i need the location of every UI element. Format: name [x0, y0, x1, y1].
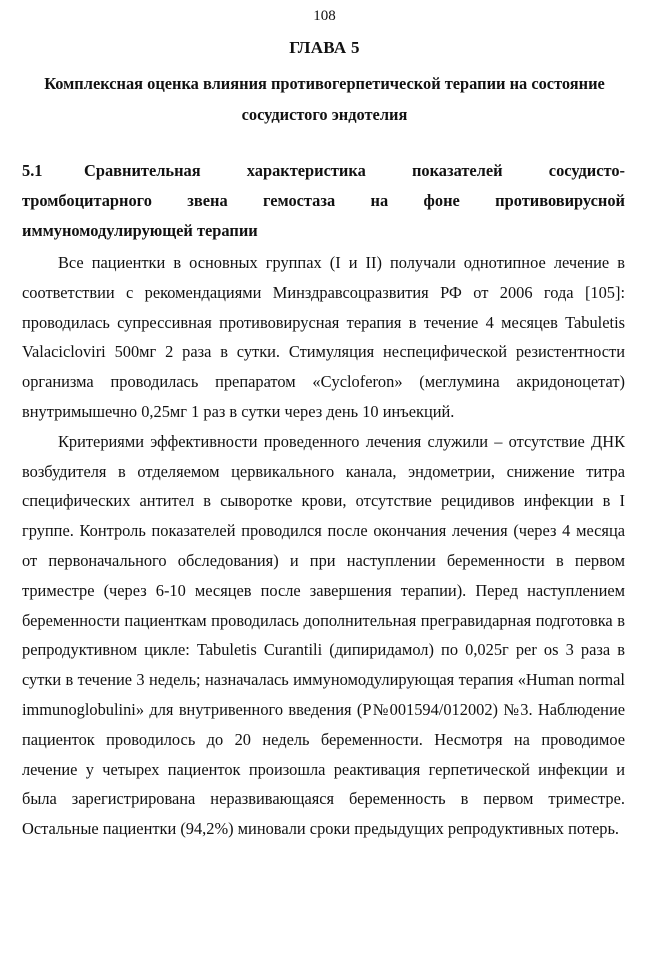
- section-heading: [22, 156, 625, 246]
- paragraph: Все пациентки в основных группах (I и II) получали однотипное лечение в соответствии с рекомендациями Минздравсоцразвития РФ от 2006 года [105]: проводилась супрессивная противовирусная терапия в течение 4 месяцев Tabuletis Valacicloviri 500мг 2 раза в сутки. Стимуляция неспецифической резистентности организма проводилась препаратом «Cycloferon» (меглумина акридоноцетат) внутримышечно 0,25мг 1 раз в сутки через день 10 инъекций.: [22, 253, 625, 421]
- section-number: 5.1: [22, 161, 43, 180]
- section-title: Сравнительная характеристика показателей сосудисто-тромбоцитарного звена гемостаза на фоне противовирусной иммуномодулирующей терапии: [22, 161, 625, 240]
- chapter-heading: ГЛАВА 5: [289, 38, 360, 57]
- paragraph: Критериями эффективности проведенного лечения служили – отсутствие ДНК возбудителя в отделяемом цервикального канала, эндометрии, снижение титра специфических антител в сыворотке крови, отсутствие рецидивов инфекции в I группе. Контроль показателей проводился после окончания лечения (через 4 месяца от первоначального обследования) и при наступлении беременности в первом триместре (через 6-10 месяцев после завершения терапии). Перед наступлением беременности пациенткам проводилась дополнительная прегравидарная подготовка в репродуктивном цикле: Tabuletis Curantili (дипиридамол) по 0,025г per os 3 раза в сутки в течение 3 недель; назначалась иммуномодулирующая терапия «Human normal immunoglobulini» для внутривенного введения (Р№001594/012002) №3. Наблюдение пациенток проводилось до 20 недель беременности. Несмотря на проводимое лечение у четырех пациенток произошла реактивация герпетической инфекции и была зарегистрирована неразвивающаяся беременность в первом триместре. Остальные пациентки (94,2%) миновали сроки предыдущих репродуктивных потерь.: [22, 431, 625, 839]
- chapter-title: Комплексная оценка влияния противогерпетической терапии на состояние сосудистого эндотелия: [44, 74, 605, 124]
- body-text: [22, 248, 625, 844]
- page-number: 108: [313, 8, 336, 24]
